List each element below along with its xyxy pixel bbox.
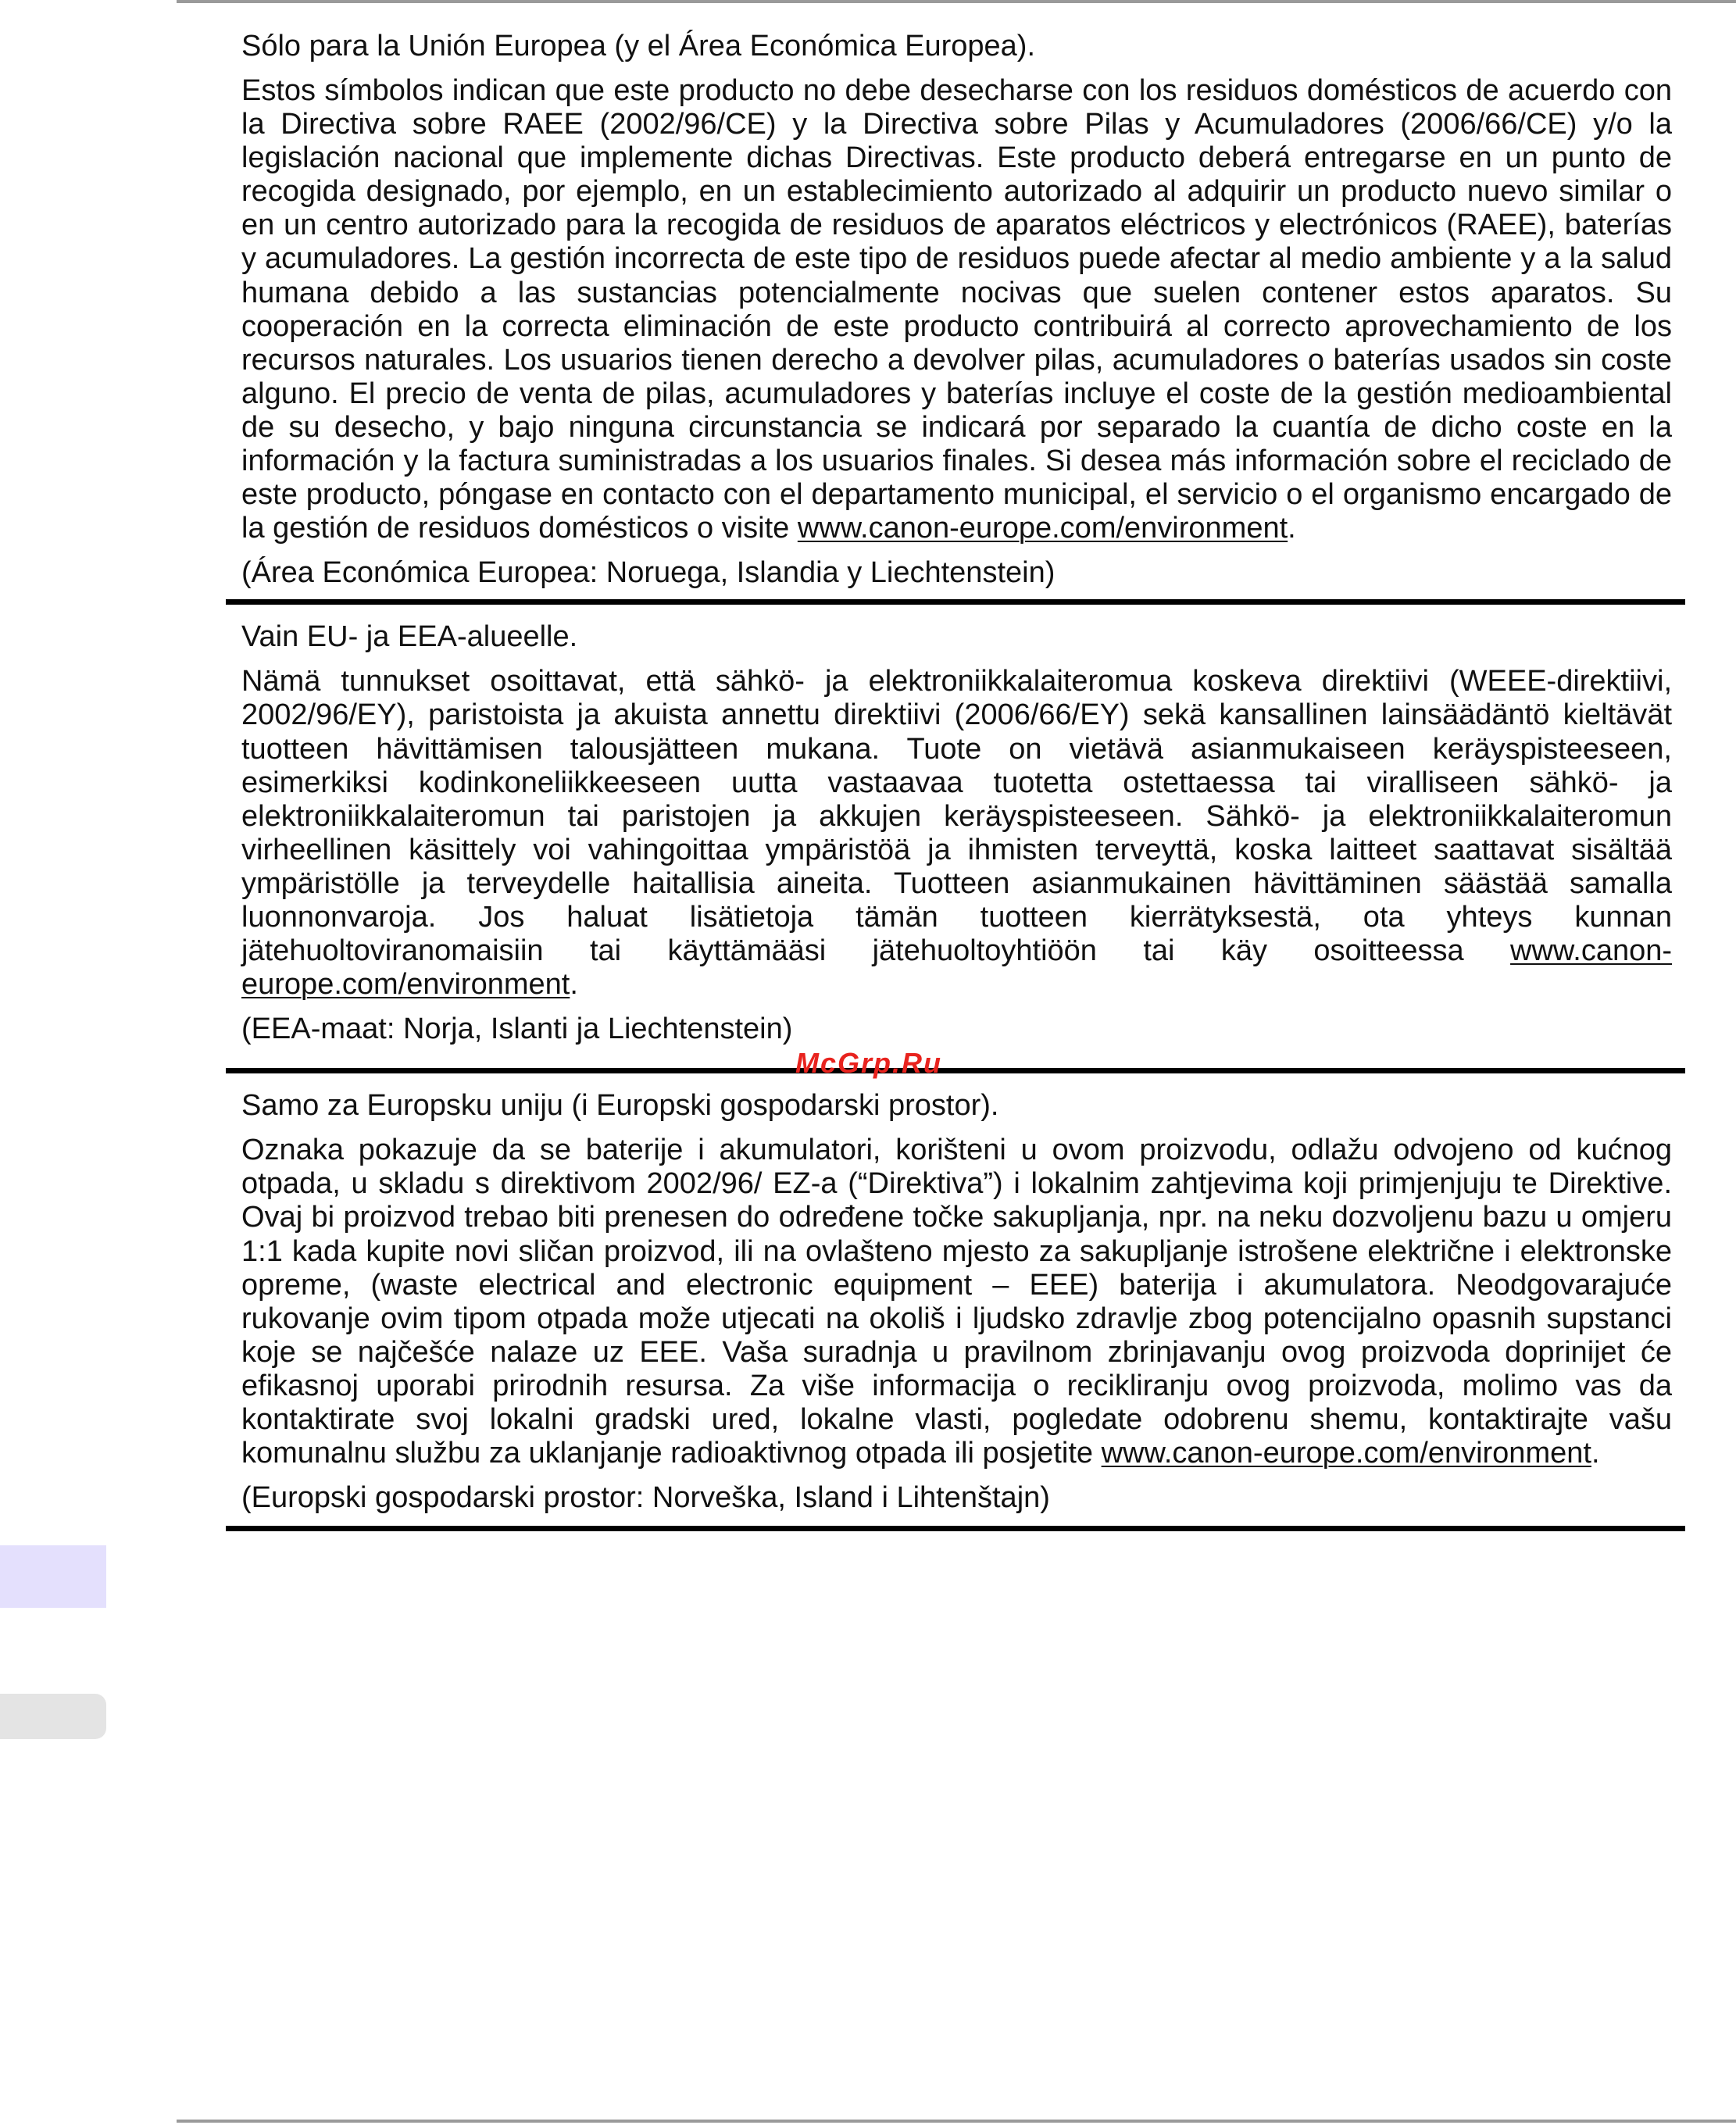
section-divider — [226, 599, 1685, 605]
document-content — [241, 30, 1672, 1531]
section-spanish — [241, 30, 1672, 590]
top-rule — [177, 0, 1736, 3]
section-body: Oznaka pokazuje da se baterije i akumulatori, korišteni u ovom proizvodu, odlažu odvojeno od kućnog otpada, u skladu s direktivom 2002/96/ EZ-a (“Direktiva”) i lokalnim zahtjevima koji primjenjuju te Direktive. Ovaj bi proizvod trebao biti prenesen do određene točke sakupljanja, npr. na neku dozvoljenu bazu u omjeru 1:1 kada kupite novi sličan proizvod, ili na ovlašteno mjesto za sakupljanje istrošene električne i elektronske opreme, (waste electrical and electronic equipment – EEE) baterija i akumulatora. Neodgovarajuće rukovanje ovim tipom otpada može utjecati na okoliš i ljudsko zdravlje zbog potencijalno opasnih supstanci koje se najčešće nalaze uz EEE. Vaša suradnja u pravilnom zbrinjavanju ovog proizvoda doprinijet će efikasnoj uporabi prirodnih resursa. Za više informacija o recikliranju ovog proizvoda, molimo vas da kontaktirate svoj lokalni gradski ured, lokalne vlasti, pogledate odobrenu shemu, kontaktirajte vašu komunalnu službu za uklanjanje radioaktivnog otpada ili posjetite www.canon-europe.com/environment. — [241, 1134, 1672, 1470]
section-note: (EEA-maat: Norja, Islanti ja Liechtenstein) — [241, 1012, 793, 1046]
bottom-rule — [177, 2120, 1736, 2123]
environment-link[interactable]: www.canon-europe.com/environment — [241, 934, 1673, 1002]
section-croatian — [241, 1089, 1672, 1515]
section-note: (Europski gospodarski prostor: Norveška, Island i Lihtenštajn) — [241, 1481, 1050, 1515]
section-title: Samo za Europsku uniju (i Europski gospodarski prostor). — [241, 1089, 999, 1123]
section-divider — [226, 1068, 1685, 1073]
section-title: Sólo para la Unión Europea (y el Área Económica Europea). — [241, 30, 1036, 62]
section-body: Nämä tunnukset osoittavat, että sähkö- ja elektroniikkalaiteromua koskeva direktiivi (WEEE-direktiivi, 2002/96/EY), paristoista ja akuista annettu direktiivi (2006/66/EY) sekä kansallinen lainsäädäntö kieltävät tuotteen hävittämisen talousjätteen mukana. Tuote on vietävä asianmukaiseen keräyspisteeseen, esimerkiksi kodinkoneliikkeeseen uutta vastaavaa tuotetta ostettaessa tai viralliseen sähkö- ja elektroniikkalaiteromun tai paristojen ja akkujen keräyspisteeseen. Sähkö- ja elektroniikkalaiteromun virheellinen käsittely voi vahingoittaa ympäristöä ja ihmisten terveyttä, koska laitteet saattavat sisältää ympäristölle ja terveydelle haitallisia aineita. Tuotteen asianmukainen hävittäminen säästää samalla luonnonvaroja. Jos haluat lisätietoja tämän tuotteen kierrätyksestä, ota yhteys kunnan jätehuoltoviranomaisiin tai käyttämääsi jätehuoltoyhtiöön tai käy osoitteessa www.canon-europe.com/environment. — [241, 665, 1673, 1002]
side-index-tab-active[interactable] — [0, 1545, 106, 1608]
section-body: Estos símbolos indican que este producto no debe desecharse con los residuos domésticos de acuerdo con la Directiva sobre RAEE (2002/96/CE) y la Directiva sobre Pilas y Acumuladores (2006/66/CE) y/o la legislación nacional que implemente dichas Directivas. Este producto deberá entregarse en un punto de recogida designado, por ejemplo, en un establecimiento autorizado al adquirir un producto nuevo similar o en un centro autorizado para la recogida de residuos de aparatos eléctricos y electrónicos (RAEE), baterías y acumuladores. La gestión incorrecta de este tipo de residuos puede afectar al medio ambiente y a la salud humana debido a las sustancias potencialmente nocivas que suelen contener estos aparatos. Su cooperación en la correcta eliminación de este producto contribuirá al correcto aprovechamiento de los recursos naturales. Los usuarios tienen derecho a devolver pilas, acumuladores o baterías usados sin coste alguno. El precio de venta de pilas, acumuladores y baterías incluye el coste de la gestión medioambiental de su desecho, y bajo ninguna circunstancia se indicará por separado la cuantía de dicho coste en la información y la factura suministradas a los usuarios finales. Si desea más información sobre el reciclado de este producto, póngase en contacto con el departamento municipal, el servicio o el organismo encargado de la gestión de residuos domésticos o visite www.canon-europe.com/environment. — [241, 74, 1672, 545]
section-divider — [226, 1526, 1685, 1531]
environment-link[interactable]: www.canon-europe.com/environment — [1101, 1437, 1591, 1470]
side-index-tab[interactable] — [0, 1694, 106, 1739]
section-finnish — [241, 620, 1672, 1046]
watermark-text: McGrp.Ru — [795, 1047, 943, 1079]
environment-link[interactable]: www.canon-europe.com/environment — [797, 512, 1288, 545]
section-note: (Área Económica Europea: Noruega, Islandia y Liechtenstein) — [241, 556, 1056, 590]
section-title: Vain EU- ja EEA-alueelle. — [241, 620, 578, 654]
